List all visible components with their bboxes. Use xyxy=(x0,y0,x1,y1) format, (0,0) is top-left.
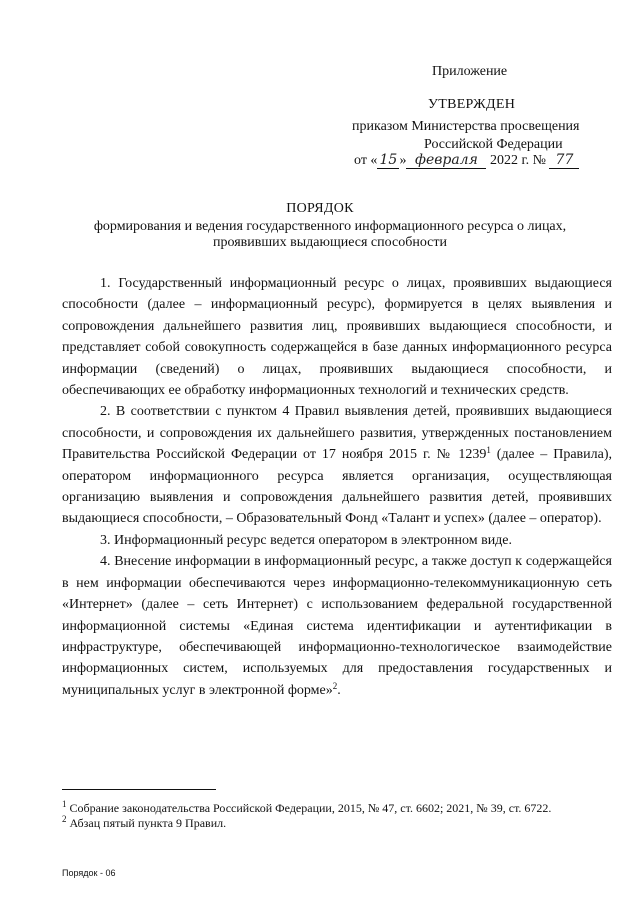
footnote-1 xyxy=(62,801,612,816)
order-line-2: Российской Федерации xyxy=(424,137,563,152)
date-suffix: 2022 г. № xyxy=(489,153,546,168)
footnote-1-text: Собрание законодательства Российской Федерации, 2015, № 47, ст. 6602; 2021, № 39, ст. 6722. xyxy=(66,801,552,815)
footer-code: Порядок - 06 xyxy=(62,868,116,878)
paragraph-2 xyxy=(62,401,612,529)
paragraph-3: 3. Информационный ресурс ведется оператором в электронном виде. xyxy=(100,532,513,548)
footnote-1-mark: 1 xyxy=(62,799,67,809)
date-day: 15 xyxy=(377,153,399,169)
footnote-ref-1: 1 xyxy=(486,445,491,456)
paragraph-2-text-a: 2. В соответствии с пунктом 4 Правил выявления детей, проявивших выдающиеся способности, и сопровождения их дальнейшего развития, утвержденных постановлением Правительства Российской Федерации от 17 ноября 2015 г. № 1239 xyxy=(62,404,612,463)
order-number: 77 xyxy=(549,153,579,169)
footnote-divider xyxy=(62,789,216,790)
paragraph-1: 1. Государственный информационный ресурс о лицах, проявивших выдающиеся способности (далее – информационный ресурс), формируется в целях выявления и сопровождения дальнейшего развития лиц, проявивших выдающиеся способности, и представляет собой совокупность содержащейся в базе данных информационного ресурса информации (сведений) о лицах, проявивших выдающиеся способности, и обеспечивающих ее обработку информационных технологий и технических средств. xyxy=(62,276,612,399)
paragraph-4-text: 4. Внесение информации в информационный ресурс, а также доступ к содержащейся в нем информации обеспечиваются через информационно-телекоммуникационную сеть «Интернет» (далее – сеть Интернет) с использованием федеральной государственной информационной системы «Единая система идентификации и аутентификации в инфраструктуре, обеспечивающей информационно-технологическое взаимодействие информационных систем, используемых для предоставления государственных и муниципальных услуг в электронной форме» xyxy=(62,554,612,698)
document-subtitle: формирования и ведения государственного информационного ресурса о лицах, проявивших выдающиеся способности xyxy=(93,219,567,250)
date-month: февраля xyxy=(406,153,486,169)
document-title: ПОРЯДОК xyxy=(286,201,354,216)
date-prefix: от « xyxy=(354,153,378,168)
appendix-label: Приложение xyxy=(432,64,508,79)
footnote-2-text: Абзац пятый пункта 9 Правил. xyxy=(66,815,227,830)
footnote-2 xyxy=(62,813,612,831)
paragraph-4 xyxy=(62,551,612,701)
order-date-line xyxy=(354,153,579,169)
paragraph-2-text-b: (далее – Правила), оператором информационного ресурса является организация, осуществляющая организацию выявления и сопровождения дальнейшего развития детей, проявивших выдающиеся способности, – Образовательный Фонд «Талант и успех» (далее – оператор). xyxy=(62,447,612,527)
footnotes xyxy=(62,801,612,830)
date-mid: » xyxy=(399,153,407,168)
paragraph-4-end: . xyxy=(337,682,341,698)
footnote-ref-2: 2 xyxy=(332,680,338,691)
document-body xyxy=(62,273,612,701)
footnote-2-mark: 2 xyxy=(62,813,67,824)
approved-label: УТВЕРЖДЕН xyxy=(428,97,516,112)
order-line-1: приказом Министерства просвещения xyxy=(352,119,580,134)
